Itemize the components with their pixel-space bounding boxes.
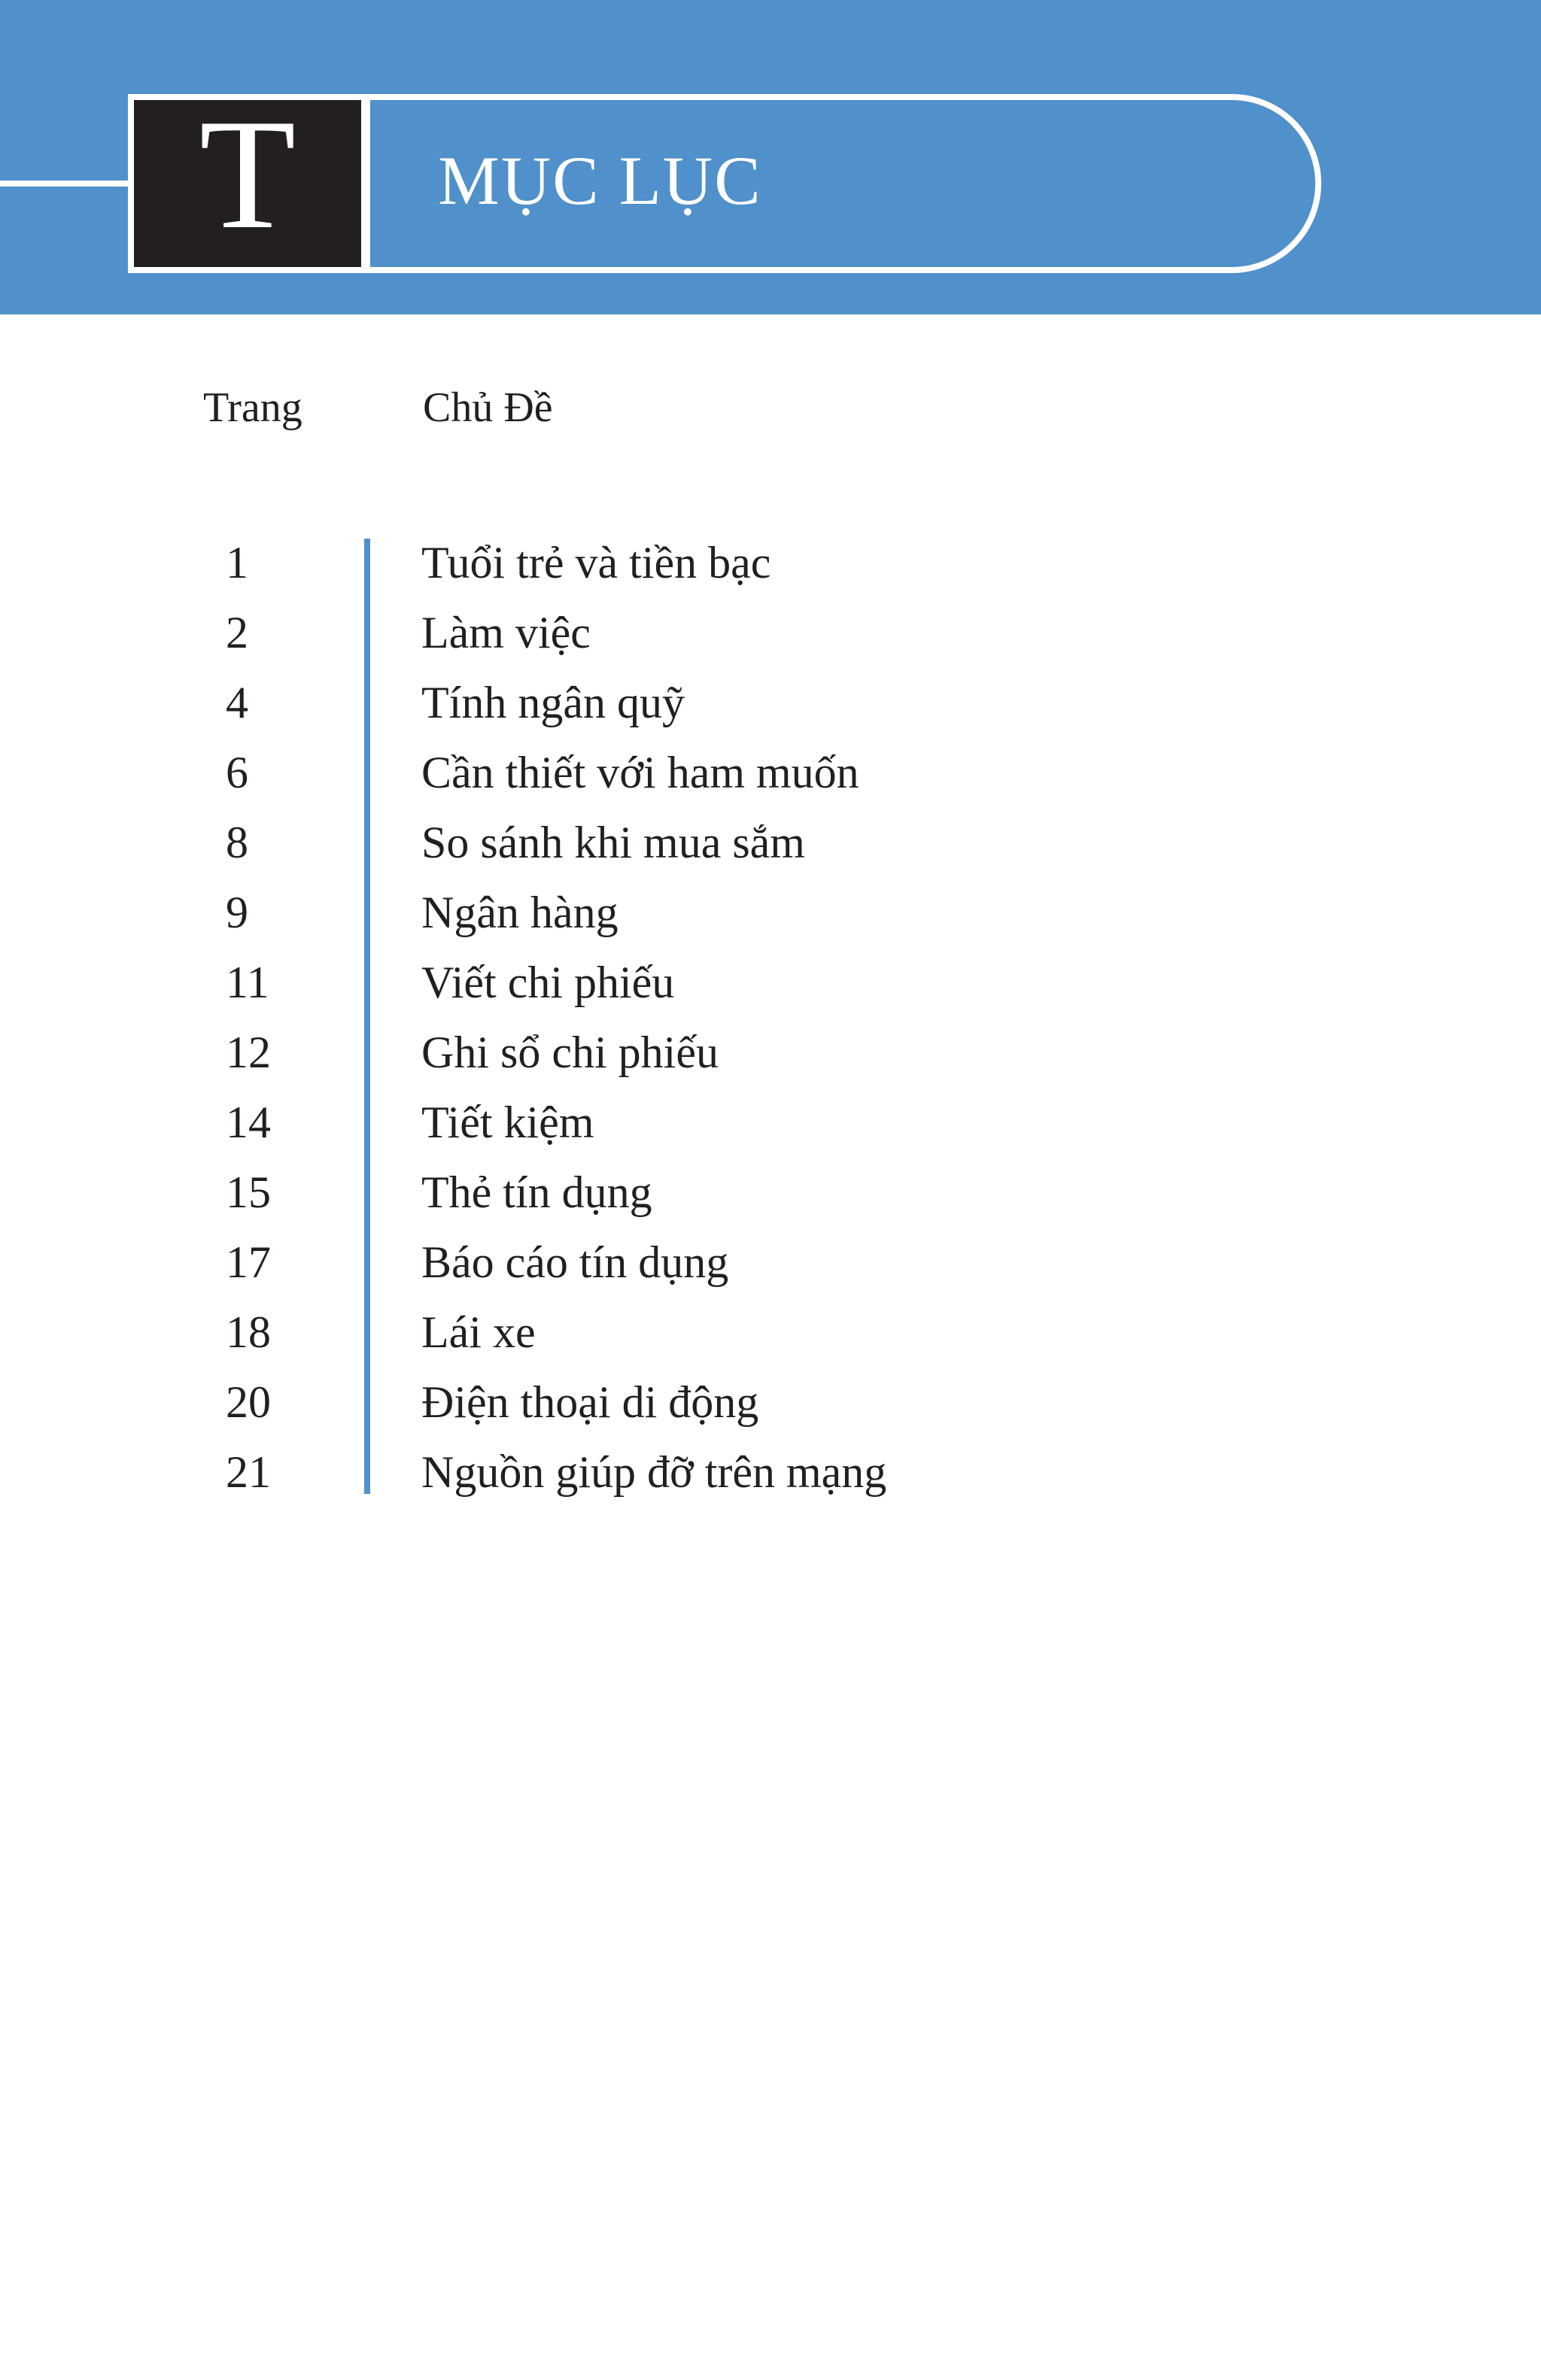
toc-page-number: 20	[226, 1377, 271, 1427]
toc-entry-title: Tính ngân quỹ	[421, 678, 685, 727]
toc-entry	[0, 1298, 1541, 1368]
toc-entry	[0, 1158, 1541, 1228]
toc-entry-title: Cần thiết với ham muốn	[421, 748, 859, 797]
toc-entry	[0, 1088, 1541, 1158]
toc-entry-title: Làm việc	[421, 608, 591, 657]
toc-entry-title: Nguồn giúp đỡ trên mạng	[421, 1447, 887, 1497]
toc-page-number: 6	[226, 748, 248, 797]
toc-entry	[0, 1228, 1541, 1298]
toc-entry	[0, 1018, 1541, 1088]
toc-entry	[0, 528, 1541, 598]
toc-entry-title: Viết chi phiếu	[421, 958, 675, 1007]
toc-entry	[0, 1437, 1541, 1507]
toc-page-number: 17	[226, 1237, 271, 1287]
toc-page-number: 15	[226, 1167, 271, 1217]
toc-entry-title: Ghi sổ chi phiếu	[421, 1028, 719, 1077]
toc-entry	[0, 808, 1541, 878]
toc-entry-title: Lái xe	[421, 1307, 536, 1357]
page-title: MỤC LỤC	[438, 142, 762, 219]
toc-page-number: 1	[226, 538, 248, 587]
toc-page-number: 18	[226, 1307, 271, 1357]
toc-entry-title: Thẻ tín dụng	[421, 1167, 652, 1217]
toc-entry-title: Tuổi trẻ và tiền bạc	[421, 538, 771, 587]
toc-entry-title: Điện thoại di động	[421, 1377, 759, 1427]
toc-entry-title: Tiết kiệm	[421, 1097, 594, 1147]
toc-list	[0, 528, 1541, 1507]
toc-entry	[0, 598, 1541, 668]
toc-page-number: 9	[226, 888, 248, 937]
toc-entry-title: So sánh khi mua sắm	[421, 818, 805, 867]
chapter-letter-box	[128, 87, 370, 273]
toc-page-number: 4	[226, 678, 248, 727]
toc-entry	[0, 948, 1541, 1018]
column-header-page: Trang	[203, 384, 302, 431]
toc-entry	[0, 738, 1541, 808]
toc-entry	[0, 668, 1541, 738]
toc-entry	[0, 878, 1541, 948]
toc-entry	[0, 1368, 1541, 1437]
toc-page-number: 21	[226, 1447, 271, 1497]
toc-page-number: 12	[226, 1028, 271, 1077]
column-header-topic: Chủ Đề	[423, 384, 553, 431]
toc-entry-title: Ngân hàng	[421, 888, 619, 937]
toc-entry-title: Báo cáo tín dụng	[421, 1237, 729, 1287]
chapter-letter: T	[199, 87, 296, 262]
toc-page-number: 8	[226, 818, 248, 867]
header-rule	[0, 181, 129, 187]
toc-page-number: 14	[226, 1097, 271, 1147]
toc-page-number: 11	[226, 958, 269, 1007]
toc-page-number: 2	[226, 608, 248, 657]
